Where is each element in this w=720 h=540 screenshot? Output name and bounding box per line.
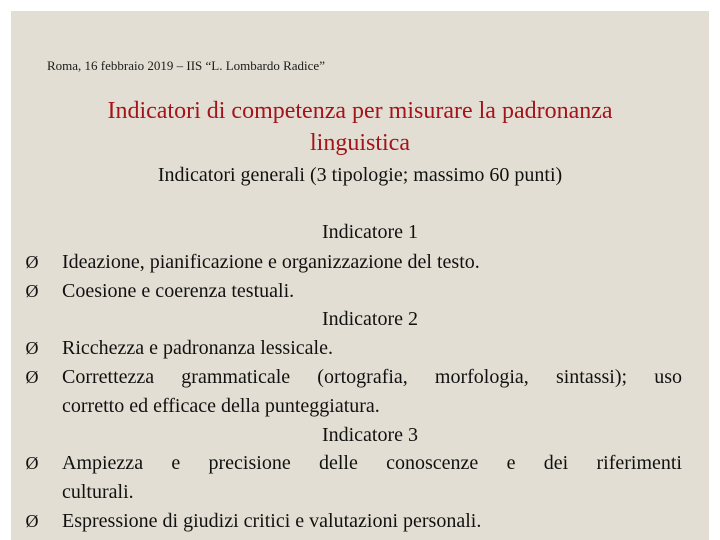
indicator-heading-1: Indicatore 1 [321,221,419,243]
bullet-arrow-icon: Ø [25,511,39,531]
bullet-arrow-icon: Ø [25,453,39,473]
list-item-text: Espressione di giudizi critici e valutazioni personali. [62,510,482,532]
indicator-heading-3: Indicatore 3 [321,424,419,446]
slide-title-line-2: linguistica [310,130,410,156]
bullet-arrow-icon: Ø [25,367,39,387]
indicator-heading-2: Indicatore 2 [321,308,419,330]
list-item-text-continued: culturali. [62,481,134,503]
bullet-arrow-icon: Ø [25,252,39,272]
list-item-text: Correttezza grammaticale (ortografia, morfologia, sintassi); uso [62,366,682,388]
list-item-text: Ideazione, pianificazione e organizzazione del testo. [62,251,480,273]
list-item-text: Coesione e coerenza testuali. [62,280,295,302]
list-item-text: Ricchezza e padronanza lessicale. [62,337,333,359]
slide-title-line-1: Indicatori di competenza per misurare la padronanza [107,98,613,124]
header-note: Roma, 16 febbraio 2019 – IIS “L. Lombardo Radice” [47,58,325,73]
slide-subtitle: Indicatori generali (3 tipologie; massimo 60 punti) [157,164,563,186]
list-item-text: Ampiezza e precisione delle conoscenze e dei riferimenti [62,452,682,474]
list-item-text-continued: corretto ed efficace della punteggiatura. [62,395,380,417]
bullet-arrow-icon: Ø [25,338,39,358]
bullet-arrow-icon: Ø [25,281,39,301]
